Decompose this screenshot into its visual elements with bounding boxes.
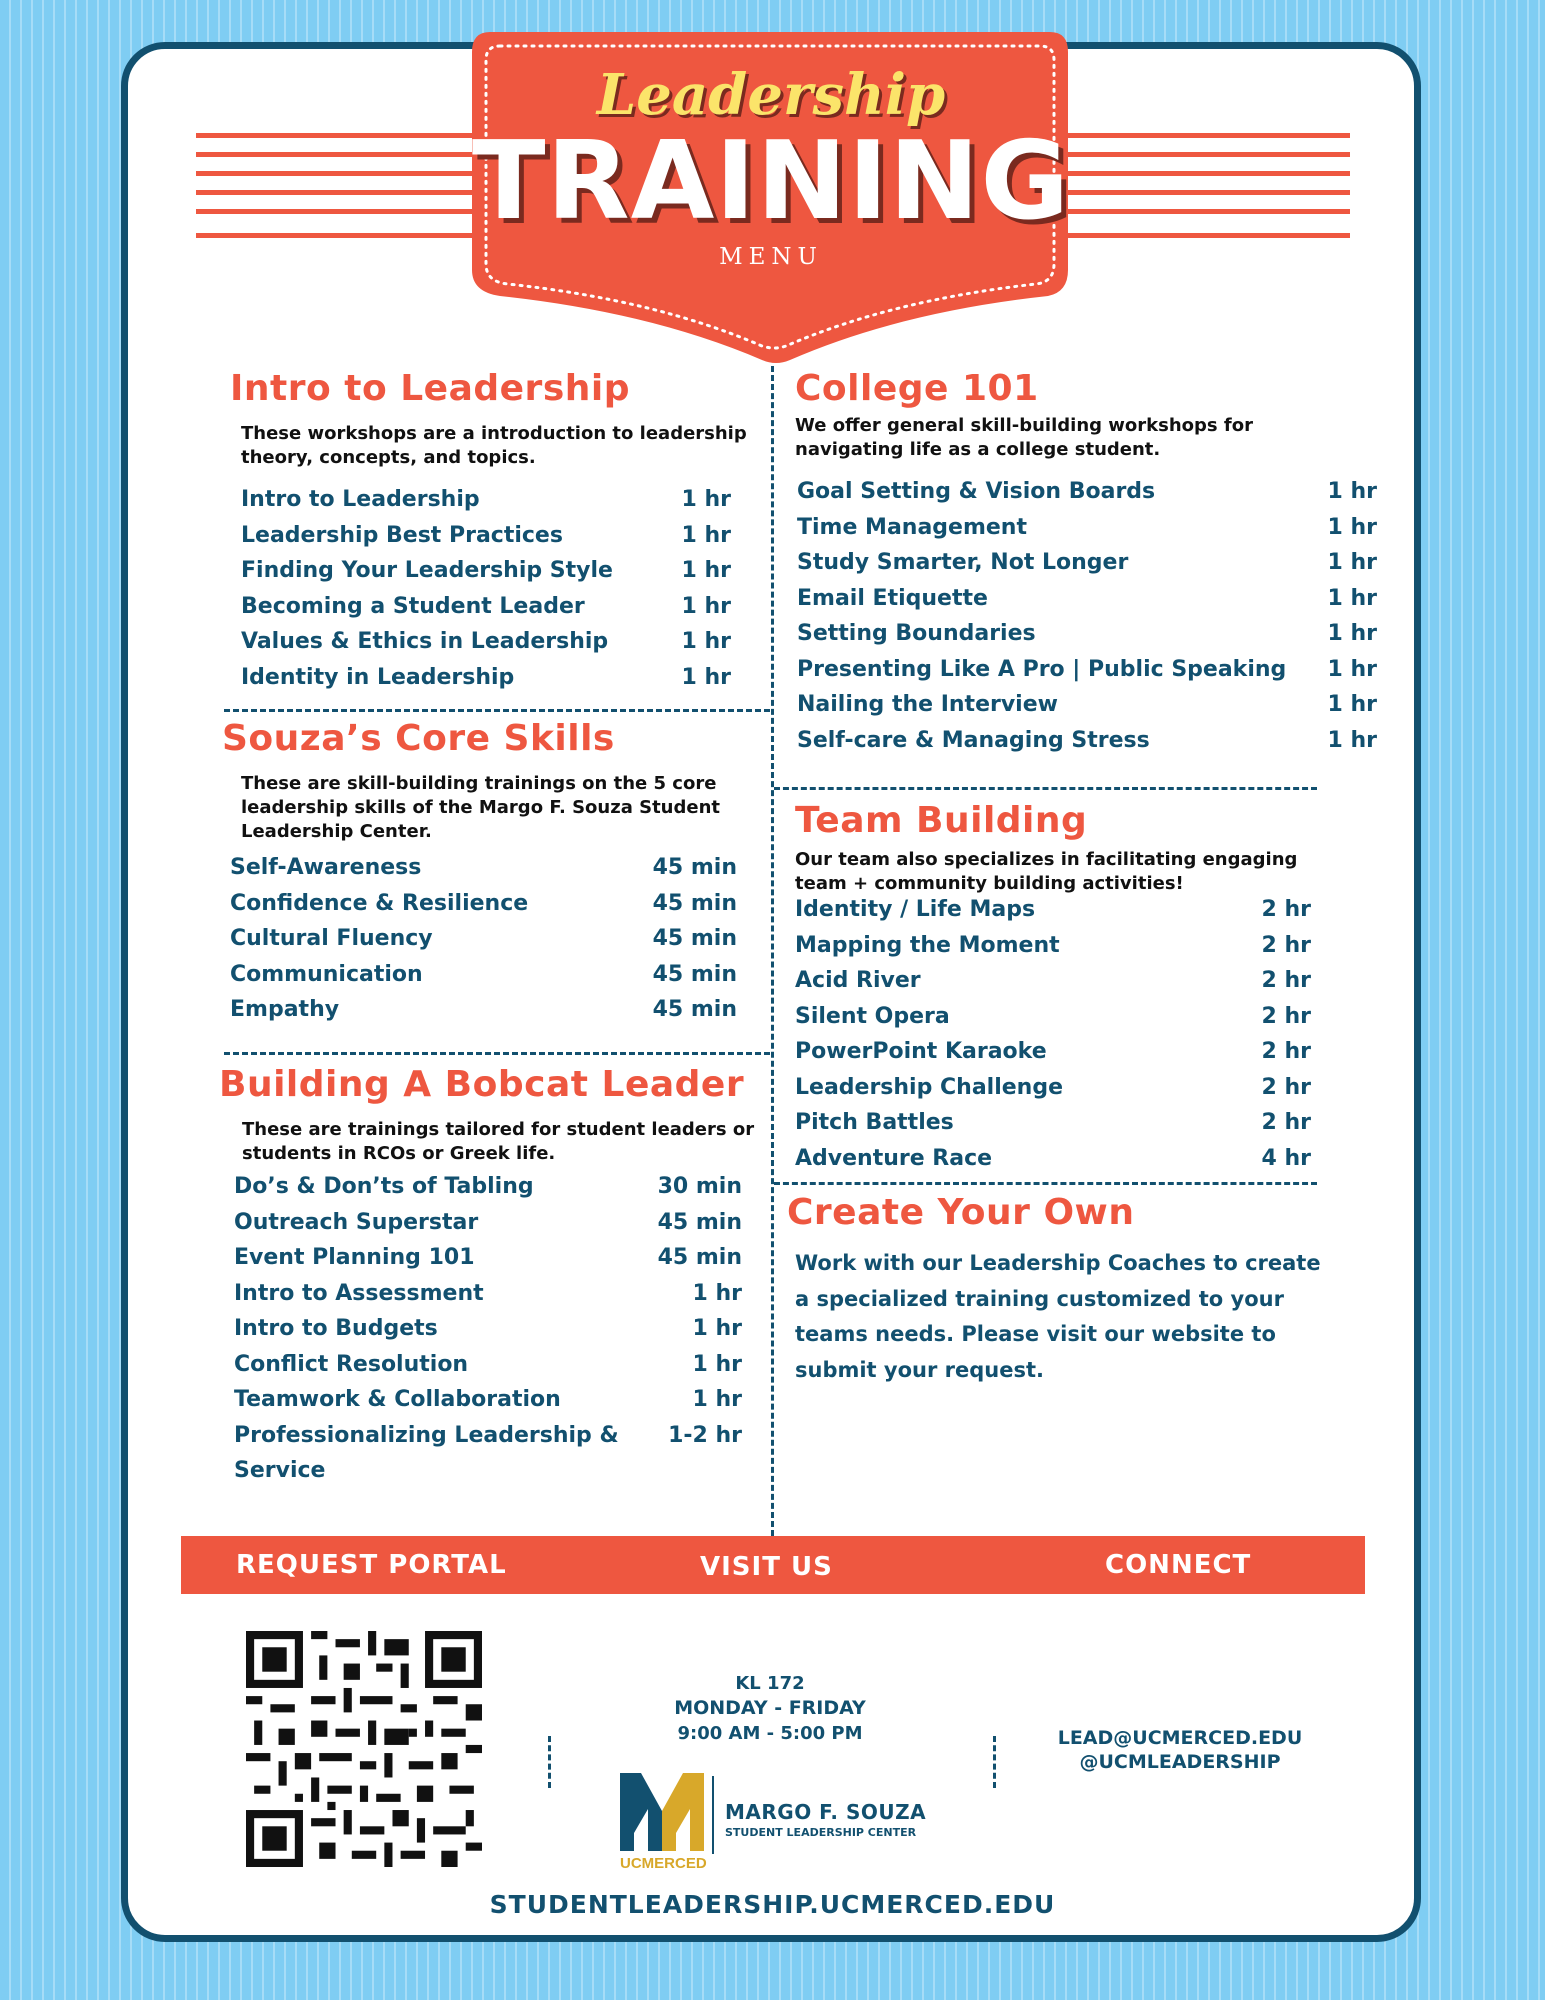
- item-name: Acid River: [795, 968, 921, 993]
- list-item: [241, 594, 731, 630]
- item-duration: 2 hr: [1261, 1039, 1311, 1064]
- section-desc-team: Our team also specializes in facilitating engaging team + community building activities!: [795, 849, 1298, 894]
- request-portal-label: REQUEST PORTAL: [236, 1550, 507, 1580]
- list-item: [797, 728, 1377, 764]
- item-name: Outreach Superstar: [234, 1209, 479, 1235]
- item-duration: 30 min: [657, 1174, 742, 1199]
- item-duration: 1 hr: [1327, 692, 1377, 717]
- item-name: Becoming a Student Leader: [241, 593, 585, 619]
- footer-divider: [548, 1736, 551, 1788]
- item-name: Intro to Leadership: [241, 487, 480, 512]
- list-item: [241, 487, 731, 523]
- item-name: Intro to Budgets: [234, 1316, 438, 1341]
- team-list: [795, 897, 1311, 1181]
- item-duration: 45 min: [652, 855, 737, 880]
- list-item: [797, 479, 1377, 515]
- item-duration: 45 min: [652, 890, 737, 916]
- list-item: [795, 1075, 1311, 1111]
- list-item: [230, 891, 737, 927]
- section-title-core: Souza’s Core Skills: [222, 718, 615, 759]
- item-name: Self-care & Managing Stress: [797, 727, 1150, 753]
- item-name: Silent Opera: [795, 1003, 950, 1029]
- item-duration: 1 hr: [681, 664, 731, 690]
- item-name: Mapping the Moment: [795, 932, 1060, 958]
- list-item: [797, 692, 1377, 728]
- list-item: [230, 926, 737, 962]
- item-duration: 1 hr: [1327, 479, 1377, 504]
- banner-subtitle: MENU: [719, 244, 823, 270]
- item-name: Do’s & Don’ts of Tabling: [234, 1174, 534, 1199]
- item-duration: 1-2 hr: [668, 1422, 742, 1448]
- item-duration: 1 hr: [692, 1387, 742, 1412]
- list-item: [797, 550, 1377, 586]
- item-duration: 2 hr: [1261, 1110, 1311, 1135]
- item-name: Finding Your Leadership Style: [241, 558, 613, 583]
- visit-room: KL 172: [735, 1673, 805, 1694]
- item-name: Leadership Best Practices: [241, 522, 563, 548]
- item-duration: 2 hr: [1261, 968, 1311, 993]
- item-duration: 1 hr: [681, 593, 731, 619]
- item-duration: 45 min: [652, 926, 737, 951]
- item-duration: 1 hr: [1327, 727, 1377, 753]
- item-name: PowerPoint Karaoke: [795, 1039, 1047, 1064]
- item-name: Professionalizing Leadership &: [234, 1422, 619, 1448]
- item-duration: 1 hr: [681, 629, 731, 654]
- list-item: [230, 997, 737, 1033]
- list-item: [234, 1352, 742, 1388]
- item-name: Pitch Battles: [795, 1110, 954, 1135]
- list-item: [241, 523, 731, 559]
- ucmerced-logo-icon: [617, 1771, 707, 1871]
- section-title-bobcat: Building A Bobcat Leader: [219, 1064, 745, 1105]
- logo-divider: [712, 1776, 714, 1854]
- banner-script-title: Leadership: [596, 62, 946, 128]
- section-desc-college: We offer general skill-building workshops for navigating life as a college student.: [795, 415, 1253, 460]
- section-divider: [224, 709, 770, 712]
- item-duration: 1 hr: [692, 1316, 742, 1341]
- item-duration: 4 hr: [1261, 1145, 1311, 1171]
- item-name: Goal Setting & Vision Boards: [797, 479, 1156, 504]
- logo-mark-text: UCMERCED: [620, 1855, 707, 1871]
- logo-name: MARGO F. SOUZA: [725, 1800, 927, 1824]
- list-item: [234, 1458, 742, 1494]
- list-item: [234, 1281, 742, 1317]
- list-item: [795, 1004, 1311, 1040]
- bobcat-list: [234, 1174, 742, 1494]
- item-name: Email Etiquette: [797, 585, 988, 611]
- banner-main-title: TRAINING: [471, 119, 1071, 244]
- section-desc-custom: Work with our Leadership Coaches to create a specialized training customized to your teams needs. Please visit our website to submit your request.: [795, 1251, 1321, 1382]
- item-name: Identity / Life Maps: [795, 897, 1036, 922]
- contact-email[interactable]: LEAD@UCMERCED.EDU: [1057, 1727, 1303, 1749]
- section-title-custom: Create Your Own: [787, 1192, 1135, 1233]
- section-desc-intro: These workshops are a introduction to leadership theory, concepts, and topics.: [241, 423, 747, 468]
- list-item: [795, 897, 1311, 933]
- connect-label: CONNECT: [1105, 1550, 1252, 1580]
- logo-subtitle: STUDENT LEADERSHIP CENTER: [725, 1826, 917, 1839]
- item-name: Confidence & Resilience: [230, 890, 529, 916]
- item-duration: 1 hr: [1327, 514, 1377, 540]
- section-divider: [774, 1182, 1317, 1185]
- section-title-intro: Intro to Leadership: [230, 368, 630, 409]
- list-item: [234, 1423, 742, 1459]
- item-name: Communication: [230, 961, 423, 987]
- item-name: Service: [234, 1458, 326, 1483]
- item-duration: 2 hr: [1261, 1074, 1311, 1100]
- item-duration: 1 hr: [1327, 585, 1377, 611]
- list-item: [795, 1146, 1311, 1182]
- list-item: [234, 1210, 742, 1246]
- section-title-college: College 101: [795, 368, 1039, 409]
- item-duration: 2 hr: [1261, 897, 1311, 922]
- item-name: Values & Ethics in Leadership: [241, 629, 609, 654]
- item-duration: 1 hr: [1327, 550, 1377, 575]
- item-duration: 1 hr: [692, 1351, 742, 1377]
- item-duration: 2 hr: [1261, 1003, 1311, 1029]
- item-name: Leadership Challenge: [795, 1074, 1063, 1100]
- qr-code[interactable]: [246, 1631, 482, 1867]
- section-divider: [774, 787, 1317, 790]
- footer-divider: [993, 1736, 996, 1788]
- core-list: [230, 855, 737, 1033]
- item-duration: 1 hr: [681, 487, 731, 512]
- item-duration: 1 hr: [681, 558, 731, 583]
- list-item: [234, 1245, 742, 1281]
- list-item: [241, 558, 731, 594]
- item-name: Intro to Assessment: [234, 1280, 484, 1306]
- item-name: Cultural Fluency: [230, 926, 433, 951]
- list-item: [234, 1174, 742, 1210]
- item-name: Identity in Leadership: [241, 664, 515, 690]
- column-divider: [771, 366, 774, 1536]
- list-item: [795, 1039, 1311, 1075]
- list-item: [795, 933, 1311, 969]
- list-item: [797, 621, 1377, 657]
- item-duration: 45 min: [652, 997, 737, 1022]
- item-name: Setting Boundaries: [797, 621, 1036, 646]
- list-item: [797, 515, 1377, 551]
- website-link[interactable]: STUDENTLEADERSHIP.UCMERCED.EDU: [489, 1890, 1056, 1919]
- section-divider: [224, 1052, 770, 1055]
- item-name: Presenting Like A Pro | Public Speaking: [797, 656, 1287, 682]
- visit-us-label: VISIT US: [700, 1552, 833, 1582]
- list-item: [795, 1110, 1311, 1146]
- section-desc-bobcat: These are trainings tailored for student leaders or students in RCOs or Greek life.: [242, 1119, 755, 1164]
- list-item: [797, 657, 1377, 693]
- section-desc-core: These are skill-building trainings on the 5 core leadership skills of the Margo F. Souza Student Leadership Center.: [241, 773, 721, 842]
- item-name: Adventure Race: [795, 1145, 993, 1171]
- intro-list: [241, 487, 731, 700]
- item-name: Self-Awareness: [230, 855, 422, 880]
- item-name: Nailing the Interview: [797, 692, 1058, 717]
- list-item: [234, 1316, 742, 1352]
- college-list: [797, 479, 1377, 763]
- list-item: [234, 1387, 742, 1423]
- item-name: Time Management: [797, 514, 1027, 540]
- item-duration: 45 min: [657, 1209, 742, 1235]
- visit-days: MONDAY - FRIDAY: [674, 1697, 866, 1719]
- visit-hours: 9:00 AM - 5:00 PM: [677, 1723, 863, 1744]
- list-item: [241, 665, 731, 701]
- contact-handle[interactable]: @UCMLEADERSHIP: [1079, 1751, 1281, 1773]
- item-name: Conflict Resolution: [234, 1351, 469, 1377]
- item-duration: 45 min: [652, 961, 737, 987]
- list-item: [241, 629, 731, 665]
- list-item: [230, 855, 737, 891]
- item-duration: 1 hr: [681, 522, 731, 548]
- list-item: [797, 586, 1377, 622]
- item-duration: 1 hr: [1327, 656, 1377, 682]
- list-item: [795, 968, 1311, 1004]
- item-name: Study Smarter, Not Longer: [797, 550, 1129, 575]
- item-duration: 45 min: [657, 1245, 742, 1270]
- item-duration: 1 hr: [1327, 621, 1377, 646]
- item-duration: 2 hr: [1261, 932, 1311, 958]
- item-name: Event Planning 101: [234, 1245, 475, 1270]
- item-name: Empathy: [230, 997, 340, 1022]
- item-duration: 1 hr: [692, 1280, 742, 1306]
- list-item: [230, 962, 737, 998]
- section-title-team: Team Building: [795, 800, 1088, 841]
- item-name: Teamwork & Collaboration: [234, 1387, 561, 1412]
